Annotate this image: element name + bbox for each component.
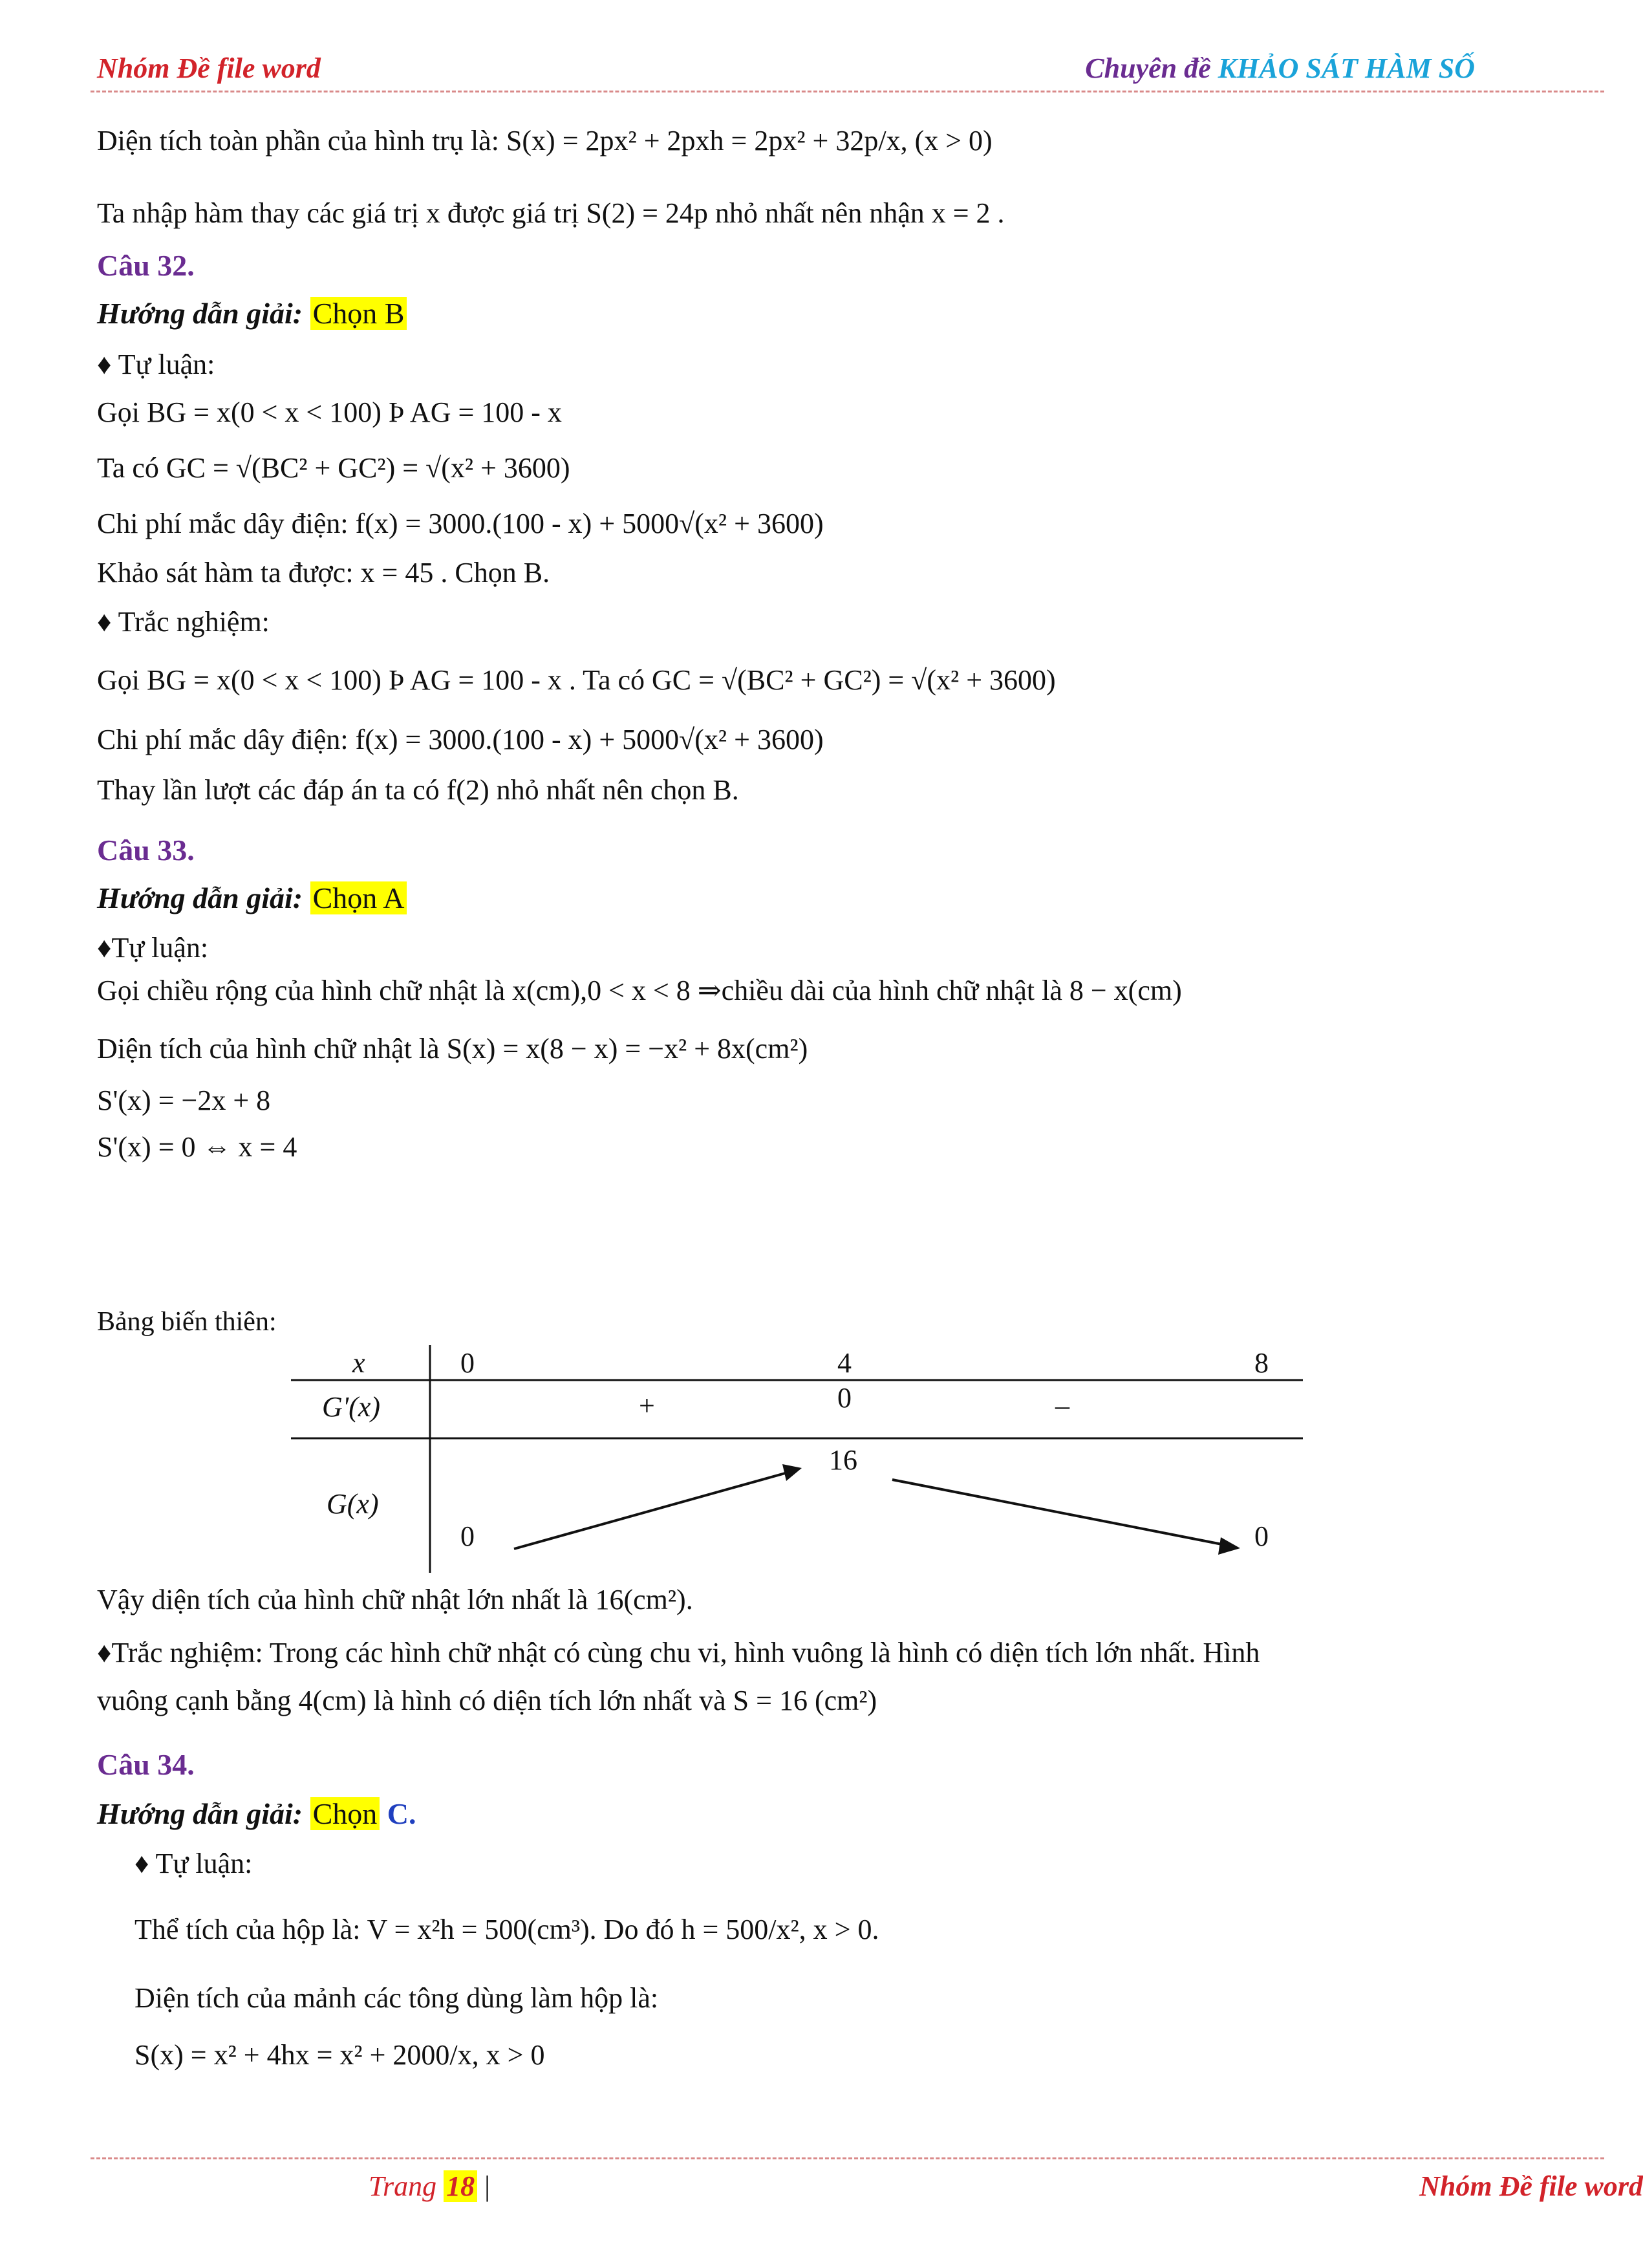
line-total-area: Diện tích toàn phần của hình trụ là: S(x) = 2px² + 2pxh = 2px² + 32p/x, (x > 0) — [97, 125, 993, 157]
line-area-function: S(x) = x² + 4hx = x² + 2000/x, x > 0 — [134, 2039, 545, 2071]
line-bg-gc: Gọi BG = x(0 < x < 100) Þ AG = 100 - x . Ta có GC = √(BC² + GC²) = √(x² + 3600) — [97, 664, 1056, 696]
footer-page — [369, 2170, 490, 2203]
question-33: Câu 33. — [97, 834, 195, 867]
vt-x-0: 0 — [460, 1347, 475, 1379]
line-rectangle-area: Diện tích của hình chữ nhật là S(x) = x(8 − x) = −x² + 8x(cm²) — [97, 1033, 808, 1064]
variation-table-label: Bảng biến thiên: — [97, 1307, 277, 1337]
header-left: Nhóm Đề file word — [97, 52, 321, 84]
trac-nghiem-32: ♦ Trắc nghiệm: — [97, 606, 270, 638]
header-right-prefix: Chuyên đề — [1085, 52, 1218, 84]
tu-luan-34: ♦ Tự luận: — [134, 1848, 253, 1879]
vt-x-8: 8 — [1254, 1347, 1269, 1379]
question-32: Câu 32. — [97, 249, 195, 282]
line-square-side: vuông cạnh bằng 4(cm) là hình có diện tích lớn nhất và S = 16 (cm²) — [97, 1685, 877, 1716]
line-rectangle-width: Gọi chiều rộng của hình chữ nhật là x(cm),0 < x < 8 ⇒chiều dài của hình chữ nhật là 8 − x(cm) — [97, 975, 1182, 1006]
line-max-area: Vậy diện tích của hình chữ nhật lớn nhất là 16(cm²). — [97, 1584, 693, 1615]
line-trac-nghiem-33: ♦Trắc nghiệm: Trong các hình chữ nhật có cùng chu vi, hình vuông là hình có diện tích lớn nhất. Hình — [97, 1637, 1260, 1669]
line-evaluate: Ta nhập hàm thay các giá trị x được giá trị S(2) = 24p nhỏ nhất nên nhận x = 2 . — [97, 197, 1005, 229]
line-derivative-zero: S'(x) = 0 ⇔ x = 4 — [97, 1131, 297, 1163]
hint-34-letter: C. — [380, 1797, 416, 1830]
hint-33-label: Hướng dẫn giải: — [97, 881, 310, 914]
line-gc: Ta có GC = √(BC² + GC²) = √(x² + 3600) — [97, 452, 570, 484]
vt-left-value: 0 — [460, 1520, 475, 1552]
vt-x-label: x — [352, 1347, 365, 1379]
hint-34 — [97, 1797, 416, 1831]
line-survey-result: Khảo sát hàm ta được: x = 45 . Chọn B. — [97, 557, 550, 589]
line-derivative: S'(x) = −2x + 8 — [97, 1085, 271, 1116]
line-cost-function: Chi phí mắc dây điện: f(x) = 3000.(100 - x) + 5000√(x² + 3600) — [97, 508, 824, 539]
footer-separator: | — [477, 2170, 490, 2202]
vt-max-value: 16 — [829, 1444, 857, 1476]
vt-x-4: 4 — [837, 1347, 852, 1379]
hint-32-choice: Chọn B — [310, 297, 407, 330]
footer-rule — [91, 2157, 1604, 2159]
line-bg-definition: Gọi BG = x(0 < x < 100) Þ AG = 100 - x — [97, 396, 562, 428]
header-right-accent: KHẢO SÁT HÀM SỐ — [1218, 52, 1475, 84]
hint-33-choice: Chọn A — [310, 881, 407, 914]
line-box-volume: Thể tích của hộp là: V = x²h = 500(cm³). Do đó h = 500/x², x > 0. — [134, 1914, 879, 1945]
vt-plus-sign: + — [639, 1390, 655, 1421]
hint-34-choice: Chọn — [310, 1797, 380, 1830]
vt-derivative-zero: 0 — [837, 1382, 852, 1414]
line-cost-function-2: Chi phí mắc dây điện: f(x) = 3000.(100 - x) + 5000√(x² + 3600) — [97, 724, 824, 755]
vt-minus-sign: – — [1055, 1390, 1069, 1421]
line-substitute: Thay lần lượt các đáp án ta có f(2) nhỏ nhất nên chọn B. — [97, 774, 739, 806]
footer-right: Nhóm Đề file word — [1419, 2170, 1643, 2202]
vt-derivative-label: G'(x) — [322, 1391, 381, 1423]
vt-function-label: G(x) — [327, 1488, 379, 1520]
question-34: Câu 34. — [97, 1748, 195, 1781]
hint-34-label: Hướng dẫn giải: — [97, 1797, 310, 1830]
footer-page-prefix: Trang — [369, 2170, 444, 2202]
footer-page-number: 18 — [444, 2170, 477, 2202]
vt-right-value: 0 — [1254, 1520, 1269, 1552]
line-cardboard-area: Diện tích của mảnh các tông dùng làm hộp là: — [134, 1982, 659, 2014]
tu-luan-32: ♦ Tự luận: — [97, 349, 215, 380]
hint-32-label: Hướng dẫn giải: — [97, 297, 310, 330]
tu-luan-33: ♦Tự luận: — [97, 932, 209, 964]
